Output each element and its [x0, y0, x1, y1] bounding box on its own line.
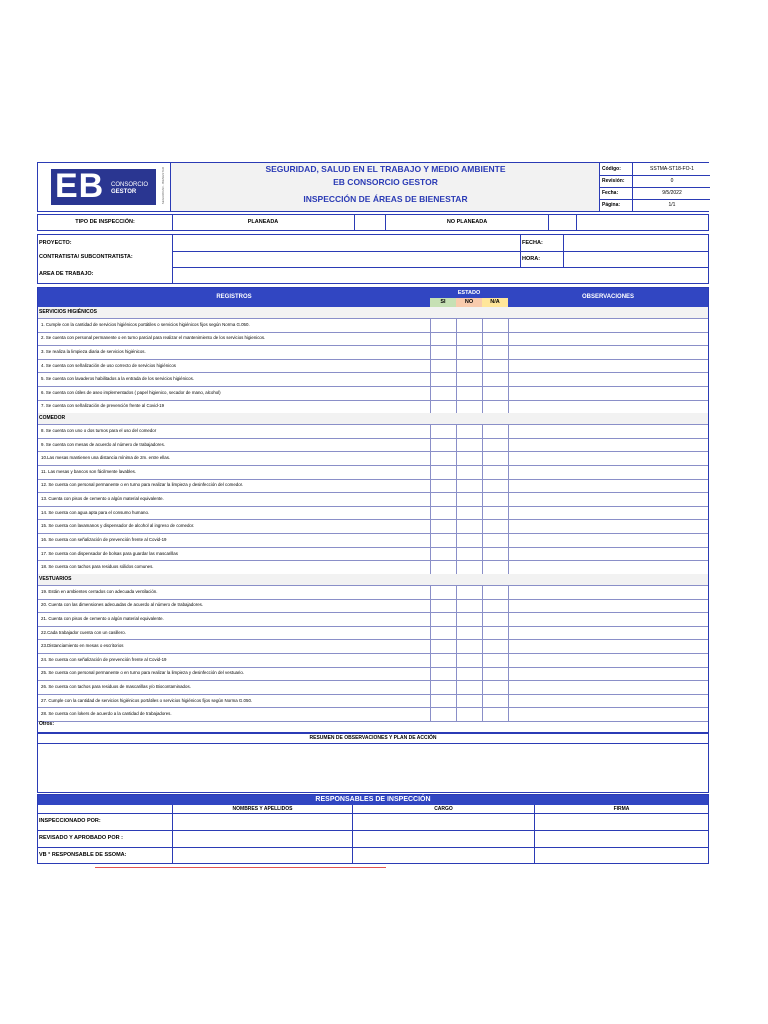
observation-cell[interactable] — [508, 560, 708, 574]
meta-revision-label: Revisión: — [602, 178, 625, 184]
observation-cell[interactable] — [508, 626, 708, 640]
si-cell[interactable] — [430, 479, 456, 493]
document-meta — [599, 163, 709, 211]
observation-cell[interactable] — [508, 585, 708, 599]
contractor-label: CONTRATISTA/ SUBCONTRATISTA: — [39, 254, 133, 260]
no-cell[interactable] — [456, 680, 482, 694]
na-cell[interactable] — [482, 639, 508, 653]
table-row — [38, 386, 708, 401]
si-cell[interactable] — [430, 520, 456, 534]
reviewed-by-signature[interactable] — [535, 831, 708, 847]
meta-revision-value: 0 — [670, 178, 674, 184]
no-cell[interactable] — [456, 694, 482, 708]
unplanned-checkbox[interactable] — [549, 215, 575, 230]
na-cell[interactable] — [482, 386, 508, 400]
table-row — [38, 372, 708, 387]
reviewed-by-name-input[interactable] — [173, 831, 352, 847]
meta-code-value: SSTMA-ST18-FO-1 — [650, 166, 694, 172]
no-cell[interactable] — [456, 400, 482, 414]
na-cell[interactable] — [482, 533, 508, 547]
ssoma-role-input[interactable] — [353, 848, 534, 863]
logo-vertical-text: SEGURIDAD - BIENESTAR — [161, 167, 165, 205]
work-area-input[interactable] — [173, 268, 707, 283]
meta-code-label: Código: — [602, 166, 621, 172]
no-cell[interactable] — [456, 492, 482, 506]
checklist-item-text: 10.Las mesas mantienen una distancia mínima de 2m. entre ellas. — [41, 455, 171, 461]
no-cell[interactable] — [456, 533, 482, 547]
no-cell[interactable] — [456, 372, 482, 386]
project-label: PROYECTO: — [39, 240, 72, 246]
si-cell[interactable] — [430, 694, 456, 708]
logo-letters: EB — [55, 167, 105, 205]
no-cell[interactable] — [456, 560, 482, 574]
checklist-item-text: 14. Se cuenta con agua apta para el consumo humano. — [41, 509, 150, 515]
date-label: FECHA: — [522, 240, 543, 246]
checklist-item-text: 1. Cumple con la cantidad de servicios higiénicos portátiles o servicios higiénicos fijos según Norma G.050. — [41, 321, 250, 327]
observation-cell[interactable] — [508, 520, 708, 534]
no-cell[interactable] — [456, 465, 482, 479]
col-no: NO — [456, 298, 482, 307]
table-row — [38, 332, 708, 347]
logo-line-2: GESTOR — [111, 189, 137, 195]
observation-cell[interactable] — [508, 332, 708, 346]
checklist-table — [37, 287, 709, 733]
project-input[interactable] — [173, 235, 519, 251]
no-cell[interactable] — [456, 626, 482, 640]
col-names: NOMBRES Y APELLIDOS — [232, 806, 293, 812]
checklist-item-text: 2. Se cuenta con personal permanente o en turno parcial para realizar el mantenimiento de los servicios higienicos. — [41, 335, 266, 341]
si-cell[interactable] — [430, 547, 456, 561]
meta-date-value: 9/5/2022 — [662, 190, 682, 196]
na-cell[interactable] — [482, 359, 508, 373]
checklist-item-text: 21. Cuenta con pisos de cemento o algún material equivalente. — [41, 615, 164, 621]
na-cell[interactable] — [482, 667, 508, 681]
table-row — [38, 533, 708, 548]
no-cell[interactable] — [456, 479, 482, 493]
meta-date-label: Fecha: — [602, 190, 619, 196]
observation-cell[interactable] — [508, 465, 708, 479]
section-title: COMEDOR — [39, 415, 66, 422]
checklist-item-text: 16. Se cuenta con señalización de prevención frente al Covid-19 — [41, 536, 167, 542]
na-cell[interactable] — [482, 626, 508, 640]
table-row — [38, 359, 708, 374]
checklist-item-text: 15. Se cuenta con lavamanos y dispensador de alcohol al ingreso de comedor. — [41, 523, 195, 529]
logo-text — [111, 182, 148, 196]
checklist-item-text: 7. Se cuenta con señalización de prevención frente al Covid-19 — [41, 403, 165, 409]
na-cell[interactable] — [482, 465, 508, 479]
si-cell[interactable] — [430, 612, 456, 626]
project-info — [37, 234, 709, 284]
summary-textarea[interactable] — [38, 744, 708, 792]
observation-cell[interactable] — [508, 400, 708, 414]
observation-cell[interactable] — [508, 372, 708, 386]
table-row — [38, 653, 708, 668]
si-cell[interactable] — [430, 585, 456, 599]
no-cell[interactable] — [456, 612, 482, 626]
table-row — [38, 318, 708, 333]
na-cell[interactable] — [482, 520, 508, 534]
no-cell[interactable] — [456, 345, 482, 359]
table-row — [38, 465, 708, 480]
si-cell[interactable] — [430, 386, 456, 400]
table-row — [38, 451, 708, 466]
planned-checkbox[interactable] — [355, 215, 385, 230]
si-cell[interactable] — [430, 680, 456, 694]
si-cell[interactable] — [430, 599, 456, 613]
na-cell[interactable] — [482, 332, 508, 346]
ssoma-name-input[interactable] — [173, 848, 352, 863]
ssoma-approval-label: VB ° RESPONSABLE DE SSOMA: — [39, 852, 127, 858]
table-row — [38, 492, 708, 507]
meta-page-value: 1/1 — [668, 202, 676, 208]
si-cell[interactable] — [430, 345, 456, 359]
col-si: SI — [430, 298, 456, 307]
meta-page-label: Página: — [602, 202, 621, 208]
summary-box — [37, 733, 709, 793]
observation-cell[interactable] — [508, 318, 708, 332]
si-cell[interactable] — [430, 332, 456, 346]
ssoma-signature[interactable] — [535, 848, 708, 863]
na-cell[interactable] — [482, 585, 508, 599]
inspected-by-label: INSPECCIONADO POR: — [39, 818, 101, 824]
checklist-item-text: 6. Se cuenta con útiles de aseo implementados ( papel higienico, secador de mano, alcohol) — [41, 389, 221, 395]
table-row — [38, 560, 708, 575]
table-row — [38, 612, 708, 627]
checklist-item-text: 20. Cuenta con las dimensiones adecuadas de acuerdo al número de trabajadores. — [41, 602, 204, 608]
na-cell[interactable] — [482, 612, 508, 626]
company-logo — [51, 169, 156, 205]
checklist-item-text: 24. Se cuenta con señalización de prevención frente al Covid-19 — [41, 656, 167, 662]
na-cell[interactable] — [482, 318, 508, 332]
table-row — [38, 479, 708, 494]
na-cell[interactable] — [482, 506, 508, 520]
na-cell[interactable] — [482, 345, 508, 359]
time-input[interactable] — [564, 252, 707, 267]
si-cell[interactable] — [430, 400, 456, 414]
no-cell[interactable] — [456, 438, 482, 452]
col-estado: ESTADO — [430, 288, 508, 298]
checklist-item-text: 9. Se cuenta con mesas de acuerdo al número de trabajadores. — [41, 441, 165, 447]
checklist-item-text: 23.Distanciamiento en mesas o escritorios — [41, 643, 124, 649]
header-title-2: EB CONSORCIO GESTOR — [333, 177, 438, 187]
checklist-item-text: 5. Se cuenta con lavaderos habilitados a la entrada de los servicios higiénicos. — [41, 376, 195, 382]
observation-cell[interactable] — [508, 639, 708, 653]
no-cell[interactable] — [456, 547, 482, 561]
observation-cell[interactable] — [508, 506, 708, 520]
no-cell[interactable] — [456, 667, 482, 681]
col-signature: FIRMA — [613, 806, 630, 812]
observation-cell[interactable] — [508, 386, 708, 400]
observation-cell[interactable] — [508, 492, 708, 506]
observation-cell[interactable] — [508, 707, 708, 721]
section-title: SERVICIOS HIGIÉNICOS — [39, 309, 97, 315]
inspection-type-row — [37, 214, 709, 231]
inspection-type-label: TIPO DE INSPECCIÓN: — [75, 219, 135, 225]
observation-cell[interactable] — [508, 533, 708, 547]
no-cell[interactable] — [456, 653, 482, 667]
no-cell[interactable] — [456, 585, 482, 599]
table-row — [38, 599, 708, 614]
checklist-item-text: 27. Cumple con la cantidad de servicios higiénicos portátiles o servicios higiénicos fijos según Norma G.050. — [41, 697, 253, 703]
logo-line-1: CONSORCIO — [111, 182, 149, 188]
checklist-item-text: 11. Las mesas y bancos son fácilmente lavables. — [41, 468, 137, 474]
contractor-input[interactable] — [173, 252, 519, 267]
na-cell[interactable] — [482, 653, 508, 667]
observation-cell[interactable] — [508, 694, 708, 708]
no-cell[interactable] — [456, 332, 482, 346]
planned-label: PLANEADA — [247, 219, 279, 225]
no-cell[interactable] — [456, 506, 482, 520]
na-cell[interactable] — [482, 451, 508, 465]
no-cell[interactable] — [456, 386, 482, 400]
checklist-item-text: 4. Se cuenta con señalización de uso correcto de servicios higiénicos — [41, 362, 176, 368]
checklist-item-text: 18. Se cuenta con tachos para residuos sólidos comunes. — [41, 564, 154, 570]
inspected-by-role-input[interactable] — [353, 814, 534, 830]
observation-cell[interactable] — [508, 345, 708, 359]
reviewed-by-role-input[interactable] — [353, 831, 534, 847]
no-cell[interactable] — [456, 318, 482, 332]
observation-cell[interactable] — [508, 612, 708, 626]
no-cell[interactable] — [456, 451, 482, 465]
observation-cell[interactable] — [508, 667, 708, 681]
responsibles-table — [37, 794, 709, 864]
table-row — [38, 585, 708, 600]
logo-area — [38, 163, 171, 211]
na-cell[interactable] — [482, 560, 508, 574]
red-divider — [95, 867, 386, 868]
section-title: VESTUARIOS — [39, 575, 72, 582]
table-row — [38, 506, 708, 521]
table-row — [38, 639, 708, 654]
no-cell[interactable] — [456, 599, 482, 613]
col-observaciones: OBSERVACIONES — [508, 288, 708, 307]
reviewed-by-label: REVISADO Y APROBADO POR : — [39, 835, 123, 841]
si-cell[interactable] — [430, 451, 456, 465]
no-cell[interactable] — [456, 359, 482, 373]
table-row — [38, 694, 708, 709]
si-cell[interactable] — [430, 560, 456, 574]
checklist-rows — [38, 307, 708, 732]
inspected-by-name-input[interactable] — [173, 814, 352, 830]
checklist-item-text: 22.Cada trabajador cuenta con un casillero. — [41, 629, 126, 635]
si-cell[interactable] — [430, 506, 456, 520]
observation-cell[interactable] — [508, 547, 708, 561]
col-registros: REGISTROS — [38, 288, 430, 307]
observation-cell[interactable] — [508, 680, 708, 694]
na-cell[interactable] — [482, 694, 508, 708]
checklist-item-text: 8. Se cuenta con uno o dos turnos para el uso del comedor — [41, 428, 157, 434]
si-cell[interactable] — [430, 653, 456, 667]
header-title-3: INSPECCIÓN DE ÁREAS DE BIENESTAR — [303, 194, 468, 204]
observation-cell[interactable] — [508, 438, 708, 452]
si-cell[interactable] — [430, 639, 456, 653]
na-cell[interactable] — [482, 372, 508, 386]
checklist-item-text: 3. Se realiza la limpieza diaria de servicios higiénicos. — [41, 349, 146, 354]
table-row — [38, 345, 708, 360]
si-cell[interactable] — [430, 424, 456, 438]
table-row — [38, 680, 708, 695]
observation-cell[interactable] — [508, 359, 708, 373]
time-label: HORA: — [522, 256, 541, 262]
na-cell[interactable] — [482, 438, 508, 452]
si-cell[interactable] — [430, 707, 456, 721]
observation-cell[interactable] — [508, 479, 708, 493]
responsibles-title: RESPONSABLES DE INSPECCIÓN — [38, 795, 708, 805]
observation-cell[interactable] — [508, 424, 708, 438]
na-cell[interactable] — [482, 479, 508, 493]
na-cell[interactable] — [482, 547, 508, 561]
si-cell[interactable] — [430, 626, 456, 640]
na-cell[interactable] — [482, 599, 508, 613]
meta-page — [600, 199, 710, 211]
checklist-item-text: 26. Se cuenta con tachos para residuos de mascarillas y/o Biocontaminados. — [41, 683, 191, 689]
table-row — [38, 400, 708, 415]
na-cell[interactable] — [482, 680, 508, 694]
observation-cell[interactable] — [508, 451, 708, 465]
checklist-item-text: 17. Se cuenta con dispensador de bolsas para guardar las mascarillas — [41, 550, 178, 556]
si-cell[interactable] — [430, 533, 456, 547]
na-cell[interactable] — [482, 424, 508, 438]
table-row — [38, 707, 708, 722]
si-cell[interactable] — [430, 359, 456, 373]
inspected-by-signature[interactable] — [535, 814, 708, 830]
work-area-label: AREA DE TRABAJO: — [39, 271, 94, 277]
no-cell[interactable] — [456, 707, 482, 721]
na-cell[interactable] — [482, 400, 508, 414]
si-cell[interactable] — [430, 465, 456, 479]
si-cell[interactable] — [430, 492, 456, 506]
header-title-1: SEGURIDAD, SALUD EN EL TRABAJO Y MEDIO AMBIENTE — [265, 164, 506, 174]
no-cell[interactable] — [456, 424, 482, 438]
table-row — [38, 667, 708, 682]
others-label: Otros: — [39, 721, 54, 727]
si-cell[interactable] — [430, 372, 456, 386]
si-cell[interactable] — [430, 667, 456, 681]
checklist-item-text: 13. Cuenta con pisos de cemento o algún material equivalente. — [41, 496, 164, 502]
no-cell[interactable] — [456, 520, 482, 534]
unplanned-label: NO PLANEADA — [446, 219, 488, 225]
table-row — [38, 520, 708, 535]
si-cell[interactable] — [430, 318, 456, 332]
date-input[interactable] — [564, 235, 707, 251]
observation-cell[interactable] — [508, 599, 708, 613]
na-cell[interactable] — [482, 492, 508, 506]
checklist-item-text: 28. Se cuenta con lokers de acuerdo a la cantidad de trabajadores. — [41, 711, 172, 717]
col-na: N/A — [482, 298, 508, 307]
observation-cell[interactable] — [508, 653, 708, 667]
table-row — [38, 438, 708, 453]
summary-title: RESUMEN DE OBSERVACIONES Y PLAN DE ACCIÓN — [309, 735, 437, 741]
meta-divider — [632, 163, 633, 211]
checklist-item-text: 12. Se cuenta con personal permanente o en turno para realizar la limpieza y desinfección del comedor. — [41, 482, 244, 488]
checklist-item-text: 19. Están en ambientes cerrados con adecuada ventilación. — [41, 588, 158, 594]
na-cell[interactable] — [482, 707, 508, 721]
table-row — [38, 424, 708, 439]
col-role: CARGO — [434, 806, 453, 812]
checklist-item-text: 25. Se cuenta con personal permanente o en turno para realizar la limpieza y desinfección del vestuario. — [41, 670, 245, 676]
table-row — [38, 547, 708, 562]
no-cell[interactable] — [456, 639, 482, 653]
table-row — [38, 626, 708, 641]
si-cell[interactable] — [430, 438, 456, 452]
